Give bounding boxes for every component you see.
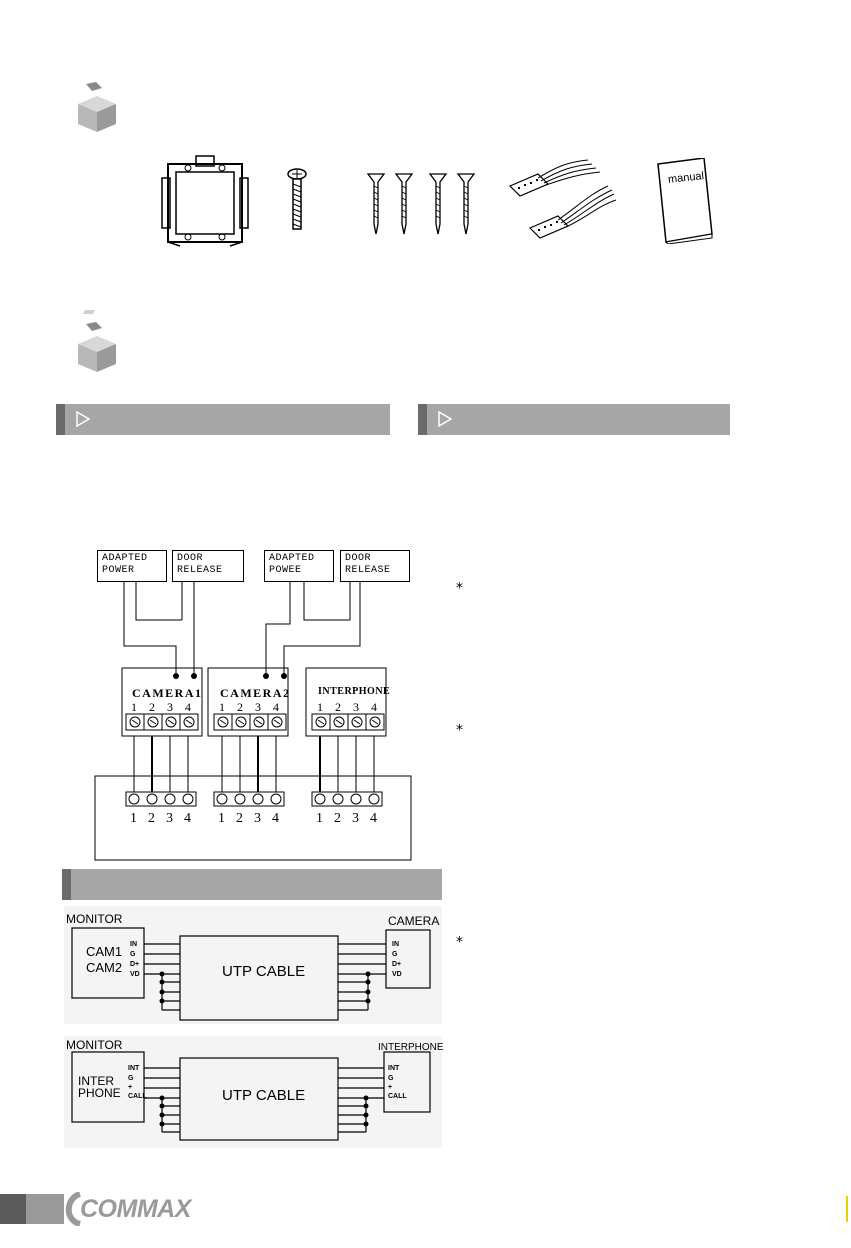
monitor-title: MONITOR	[66, 912, 123, 926]
terminal-number: 2	[149, 700, 155, 714]
camera-title: CAMERA	[388, 914, 440, 928]
terminal-number: 2	[335, 700, 341, 714]
monitor-terminal-number: 3	[254, 811, 261, 826]
terminal-number: 3	[167, 700, 173, 714]
monitor-terminal-number: 2	[148, 811, 155, 826]
terminal-number: 3	[353, 700, 359, 714]
pin-label: G	[392, 951, 398, 958]
monitor-terminal-number: 1	[130, 811, 137, 826]
manual-label: manual	[667, 170, 705, 186]
page-edge-mark	[846, 1196, 848, 1222]
camera2-label: CAMERA2	[220, 686, 291, 700]
monitor-terminal-number: 1	[218, 811, 225, 826]
pin-label: VD	[392, 971, 402, 978]
pin-label: IN	[130, 941, 137, 948]
monitor-terminal-number: 4	[184, 811, 191, 826]
terminal-number: 2	[237, 700, 243, 714]
pin-label: G	[388, 1075, 394, 1082]
brand-logo: COMMAX	[80, 1195, 191, 1223]
monitor-line: INTER	[78, 1074, 114, 1088]
note-asterisk: ⁎	[456, 718, 463, 734]
footer-tab-light	[26, 1194, 64, 1224]
monitor-terminal-number: 3	[166, 811, 173, 826]
pin-label: IN	[392, 941, 399, 948]
pin-label: G	[128, 1075, 134, 1082]
monitor-line: CAM2	[86, 960, 123, 975]
monitor-terminal-number: 3	[352, 811, 359, 826]
pin-label: CALL	[388, 1093, 407, 1100]
door-release-box: DOOR RELEASE	[340, 550, 410, 582]
terminal-number: 4	[371, 700, 377, 714]
pin-label: D+	[130, 961, 140, 968]
pin-label: VD	[130, 971, 140, 978]
terminal-number: 1	[219, 700, 225, 714]
monitor-title: MONITOR	[66, 1038, 123, 1052]
monitor-line: PHONE	[78, 1086, 121, 1100]
adapted-power-box: ADAPTED POWER	[97, 550, 167, 582]
footer-tab-dark	[0, 1194, 26, 1224]
terminal-number: 3	[255, 700, 261, 714]
note-asterisk: ⁎	[456, 930, 463, 946]
pin-label: INT	[128, 1065, 140, 1072]
camera1-label: CAMERA1	[132, 686, 203, 700]
terminal-number: 1	[131, 700, 137, 714]
monitor-terminal-number: 1	[316, 811, 323, 826]
door-release-box: DOOR RELEASE	[172, 550, 244, 582]
pin-label: INT	[388, 1065, 400, 1072]
pin-label: +	[128, 1084, 133, 1091]
terminal-number: 4	[185, 700, 191, 714]
pin-label: +	[388, 1084, 393, 1091]
terminal-number: 1	[317, 700, 323, 714]
terminal-number: 4	[273, 700, 279, 714]
pin-label: CALL	[128, 1093, 147, 1100]
brand-swoosh-icon	[62, 1192, 82, 1226]
pin-label: G	[130, 951, 136, 958]
interphone-label: INTERPHONE	[318, 686, 391, 697]
note-asterisk: ⁎	[456, 576, 463, 592]
pin-label: D+	[392, 961, 402, 968]
monitor-terminal-number: 2	[334, 811, 341, 826]
interphone-title: INTERPHONE	[378, 1042, 444, 1053]
adapted-power-box: ADAPTED POWEE	[264, 550, 334, 582]
monitor-terminal-number: 4	[370, 811, 377, 826]
monitor-terminal-number: 4	[272, 811, 279, 826]
utp-cable-label: UTP CABLE	[222, 963, 306, 980]
utp-cable-label: UTP CABLE	[222, 1087, 306, 1104]
monitor-terminal-number: 2	[236, 811, 243, 826]
monitor-line: CAM1	[86, 944, 123, 959]
